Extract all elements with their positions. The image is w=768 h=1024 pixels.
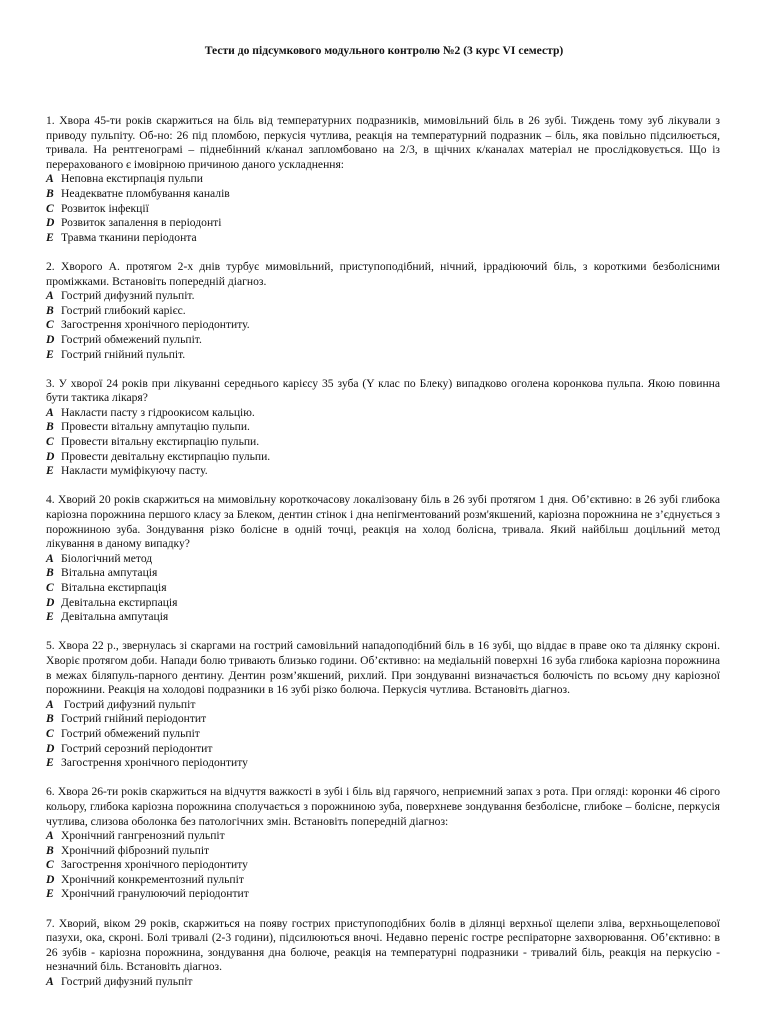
option-letter: D: [46, 449, 55, 463]
option-letter: E: [46, 610, 54, 624]
option-text: Провести вітальну ампутацію пульпи.: [61, 420, 250, 434]
question-text: 4. Хворий 20 років скаржиться на мимовільну короткочасову локалізовану біль в 26 зубі протягом 1 дня. Об’єктивно: в 26 зубі глибока каріозна порожнина першого класу за Блеком, дентин стінок і дна непігментований розм'якшений, каріозна порожнина не з’єднується з порожниною зуба. Зондування різко болісне в одній точці, реакція на холод болісна, тривала. Який найбільш доцільний метод лікування в даному випадку?: [46, 493, 720, 551]
answer-option: [46, 318, 720, 333]
answer-option: [46, 406, 720, 421]
answer-option: [46, 231, 720, 246]
answer-option: [46, 727, 720, 742]
answer-option: [46, 887, 720, 902]
option-text: Девітальна ампутація: [61, 610, 169, 624]
answer-option: [46, 756, 720, 771]
option-letter: E: [46, 756, 54, 770]
option-text: Гострий гнійний періодонтит: [61, 712, 207, 726]
answer-options: [46, 829, 720, 902]
option-letter: B: [46, 303, 54, 317]
option-letter: D: [46, 872, 55, 886]
answer-option: [46, 216, 720, 231]
answer-options: [46, 698, 720, 771]
answer-options: [46, 975, 720, 990]
answer-options: [46, 406, 720, 479]
answer-option: [46, 348, 720, 363]
option-letter: A: [46, 829, 54, 843]
option-letter: A: [46, 975, 54, 989]
option-text: Хронічний гангренозний пульпіт: [61, 829, 225, 843]
option-text: Провести вітальну екстирпацію пульпи.: [61, 435, 260, 449]
question-block: [46, 260, 720, 362]
option-letter: E: [46, 887, 54, 901]
option-text: Гострий дифузний пульпіт: [61, 975, 193, 989]
answer-option: [46, 435, 720, 450]
option-text: Хронічний гранулюючий періодонтит: [61, 887, 249, 901]
option-text: Гострий дифузний пульпіт: [61, 697, 196, 711]
option-letter: A: [46, 551, 54, 565]
question-block: [46, 114, 720, 245]
option-text: Хронічний фіброзний пульпіт: [61, 843, 210, 857]
option-text: Гострий гнійний пульпіт.: [61, 347, 186, 361]
option-letter: B: [46, 186, 54, 200]
question-text: 7. Хворий, віком 29 років, скаржиться на появу гострих приступоподібних болів в ділянці верхньої щелепи зліва, верхньощелепової пазухи, ока, скроні. Болі тривалі (2-3 години), підсилюються вночі. Недавно переніс гостре респіраторне захворювання. Об’єктивно: в 26 зубів - каріозна порожнина, зондування дна болюче, реакція на температурні подразники - тривалий біль, реакція на перкусію - незначний біль. Встановіть діагноз.: [46, 916, 720, 974]
answer-option: [46, 610, 720, 625]
question-block: [46, 639, 720, 770]
answer-option: [46, 844, 720, 859]
option-text: Розвиток запалення в періодонті: [61, 216, 222, 230]
answer-option: [46, 858, 720, 873]
question-block: [46, 917, 720, 990]
answer-option: [46, 464, 720, 479]
option-letter: A: [46, 289, 54, 303]
answer-option: [46, 873, 720, 888]
option-letter: D: [46, 332, 55, 346]
option-text: Загострення хронічного періодонтиту: [61, 756, 248, 770]
option-letter: C: [46, 435, 54, 449]
question-block: [46, 377, 720, 479]
option-text: Травма тканини періодонта: [61, 230, 197, 244]
option-letter: A: [46, 697, 54, 711]
option-text: Гострий обмежений пульпіт.: [61, 332, 202, 346]
option-text: Загострення хронічного періодонтиту.: [61, 318, 250, 332]
answer-options: [46, 289, 720, 362]
question-text: 1. Хвора 45-ти років скаржиться на біль від температурних подразників, мимовільний біль в 26 зубі. Тиждень тому зуб лікували з приводу пульпіту. Об-но: 26 під пломбою, перкусія чутлива, реакція на температурний подразник – біль, яка повільно підсилюється, тривала. На рентгенограмі – піднебінний к/канал запломбовано на 2/3, в щічних к/каналах матеріал не прослідковується. Що із перерахованого є імовірною причиною даного ускладнення:: [46, 114, 720, 171]
option-text: Неадекватне пломбування каналів: [61, 186, 230, 200]
answer-option: [46, 289, 720, 304]
answer-option: [46, 420, 720, 435]
answer-option: [46, 581, 720, 596]
option-letter: D: [46, 216, 55, 230]
option-text: Гострий серозний періодонтит: [61, 741, 213, 755]
option-text: Накласти пасту з гідроокисом кальцію.: [61, 405, 255, 419]
answer-option: [46, 712, 720, 727]
answer-option: [46, 829, 720, 844]
question-text: 5. Хвора 22 р., звернулась зі скаргами на гострий самовільний нападоподібний біль в 16 зубі, що віддає в праве око та ділянку скроні. Хворіє протягом доби. Напади болю тривають близько години. Об’єктивно: на медіальній поверхні 16 зуба глибока каріозна порожнина в межах біляпуль-парного дентину. Дентин розм’якшений, рихлий. При зондуванні визначається болючість по всьому дну каріозної порожнини. Реакція на холодові подразники в 16 зубі різко болюча. Перкусія чутлива. Встановіть діагноз.: [46, 639, 720, 697]
answer-option: [46, 172, 720, 187]
answer-option: [46, 698, 720, 713]
answer-options: [46, 552, 720, 625]
question-text: 6. Хвора 26-ти років скаржиться на відчуття важкості в зубі і біль від гарячого, неприємний запах з рота. При огляді: коронки 46 сірого кольору, глибока каріозна порожнина сполучається з порожниною зуба, поверхневе зондування безболісне, глибоке – болісне, перкусія чутлива, слизова оболонка без патологічних змін. Встановіть попередній діагноз:: [46, 785, 720, 828]
answer-option: [46, 187, 720, 202]
option-letter: C: [46, 858, 54, 872]
option-text: Девітальна екстирпація: [61, 595, 178, 609]
answer-option: [46, 566, 720, 581]
option-letter: D: [46, 595, 55, 609]
option-letter: A: [46, 405, 54, 419]
option-text: Гострий глибокий карієс.: [61, 303, 186, 317]
option-letter: B: [46, 566, 54, 580]
question-text: 3. У хворої 24 років при лікуванні середнього карієсу 35 зуба (Y клас по Блеку) випадково оголена коронкова пульпа. Якою повинна бути тактика лікаря?: [46, 376, 720, 405]
answer-option: [46, 552, 720, 567]
option-letter: A: [46, 172, 54, 186]
option-text: Хронічний конкрементозний пульпіт: [61, 872, 244, 886]
answer-option: [46, 450, 720, 465]
option-letter: C: [46, 318, 54, 332]
option-letter: D: [46, 741, 55, 755]
option-letter: E: [46, 464, 54, 478]
option-text: Провести девітальну екстирпацію пульпи.: [61, 449, 271, 463]
answer-options: [46, 172, 720, 245]
option-text: Гострий обмежений пульпіт: [61, 726, 200, 740]
option-letter: B: [46, 420, 54, 434]
question-text: 2. Хворого А. протягом 2-х днів турбує мимовільний, приступоподібний, нічний, іррадіюючий біль, з короткими безболісними проміжками. Встановіть попередній діагноз.: [46, 259, 720, 288]
option-text: Гострий дифузний пульпіт.: [61, 289, 195, 303]
option-text: Вітальна ампутація: [61, 566, 158, 580]
option-letter: E: [46, 230, 54, 244]
answer-option: [46, 333, 720, 348]
option-text: Біологічний метод: [61, 551, 153, 565]
answer-option: [46, 596, 720, 611]
answer-option: [46, 304, 720, 319]
option-text: Розвиток інфекції: [61, 201, 149, 215]
option-letter: E: [46, 347, 54, 361]
option-text: Накласти муміфікуючу пасту.: [61, 464, 208, 478]
document-title: Тести до підсумкового модульного контролю №2 (3 курс VI семестр): [204, 44, 564, 57]
question-block: [46, 493, 720, 624]
question-block: [46, 785, 720, 902]
option-letter: C: [46, 201, 54, 215]
answer-option: [46, 975, 720, 990]
option-letter: B: [46, 843, 54, 857]
option-letter: B: [46, 712, 54, 726]
questions-list: [46, 114, 720, 1004]
option-text: Вітальна екстирпація: [61, 581, 167, 594]
answer-option: [46, 742, 720, 757]
option-text: Загострення хронічного періодонтиту: [61, 858, 248, 872]
option-letter: C: [46, 581, 54, 594]
option-text: Неповна екстирпація пульпи: [61, 172, 203, 186]
option-letter: C: [46, 726, 54, 740]
answer-option: [46, 202, 720, 217]
